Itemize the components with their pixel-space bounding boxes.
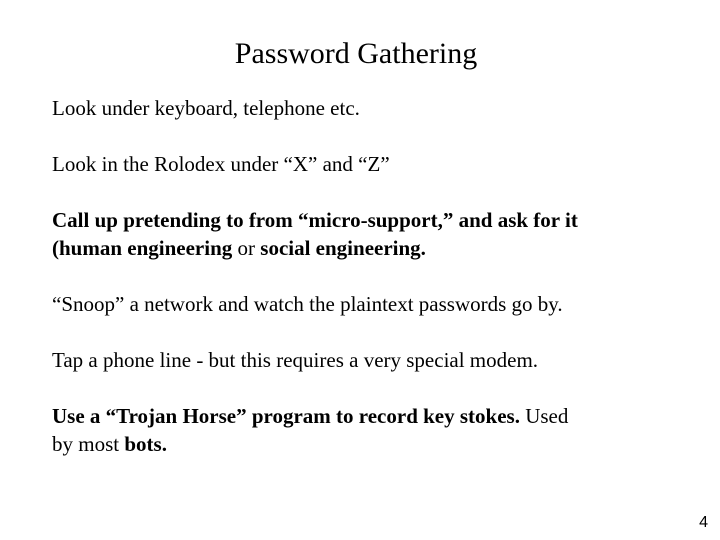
bullet-tap-phone <box>52 346 702 374</box>
bullet-trojan-horse <box>52 402 702 458</box>
bullet-rolodex <box>52 150 702 178</box>
bullet-text: or <box>232 236 261 260</box>
bullet-text: Look in the Rolodex under “X” and “Z” <box>52 152 390 176</box>
bullet-text-bold: Call up pretending to from “micro-support,” and ask for it <box>52 208 578 232</box>
bullet-call-up <box>52 206 702 262</box>
page-number: 4 <box>699 514 708 531</box>
bullet-text-bold: social engineering. <box>260 236 426 260</box>
bullet-text-bold: bots. <box>124 432 167 456</box>
bullet-text: Used <box>519 404 569 428</box>
bullet-keyboard <box>52 94 702 122</box>
bullet-text: “Snoop” a network and watch the plaintext passwords go by. <box>52 292 563 316</box>
slide-title: Password Gathering <box>234 37 478 70</box>
bullet-text: Tap a phone line - but this requires a very special modem. <box>52 348 539 372</box>
bullet-snoop <box>52 290 702 318</box>
bullet-text: Look under keyboard, telephone etc. <box>52 96 360 120</box>
bullet-text-bold: (human engineering <box>52 236 233 260</box>
bullet-text: by most <box>52 432 125 456</box>
bullet-list <box>52 94 702 486</box>
bullet-text-bold: Use a “Trojan Horse” program to record key stokes. <box>52 404 520 428</box>
